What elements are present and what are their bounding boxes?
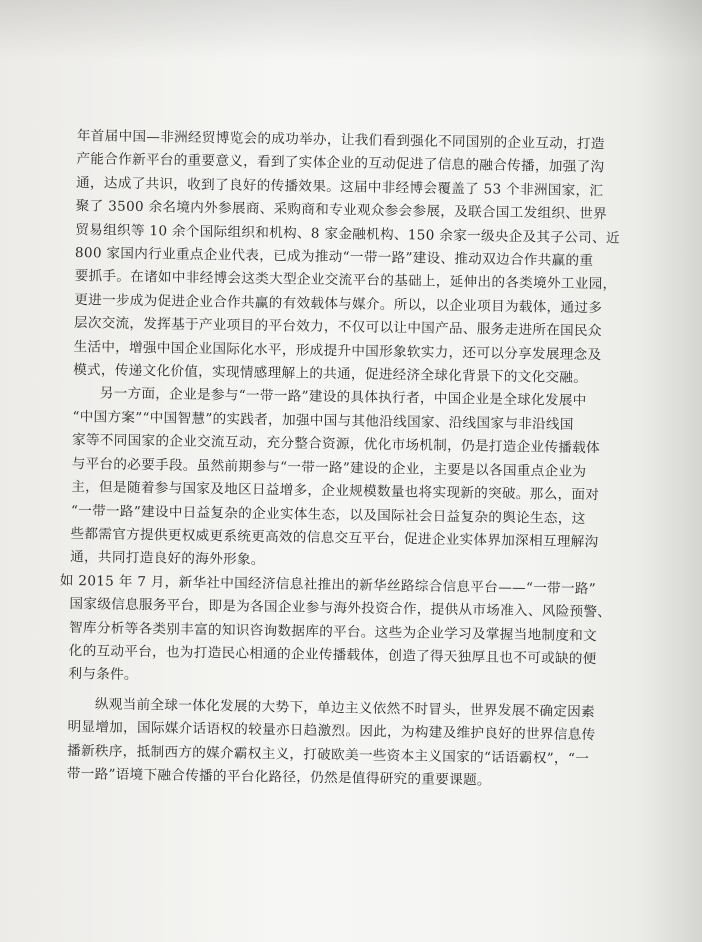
text-line: 利与条件。 <box>68 666 138 684</box>
text-line: 化的互动平台，也为打造民心相通的企业传播载体，创造了得天独厚且也不可或缺的便 <box>68 642 597 668</box>
text-line: 家等不同国家的企业交流互动，充分整合资源，优化市场机制，仍是打造企业传播载体 <box>71 432 601 457</box>
text-line: 纵观当前全球一体化发展的大势下，单边主义依然不时冒头，世界发展不确定因素 <box>94 696 596 720</box>
text-line: 800 家国内行业重点企业代表，已成为推动“一带一路”建设、推动双边合作共赢的重 <box>74 245 594 270</box>
text-line: 通，达成了共识，收到了良好的传播效果。这届中非经博会覆盖了 53 个非洲国家，汇 <box>75 174 604 200</box>
text-line: 智库分析等各类别丰富的知识咨询数据库的平台。这些为企业学习及掌握当地制度和文 <box>68 619 598 644</box>
text-line: 年首届中国—非洲经贸博览会的成功举办，让我们看到强化不同国别的企业互动，打造 <box>76 127 605 153</box>
text-line: 另一方面，企业是参与“一带一路”建设的具体执行者，中国企业是全球化发展中 <box>99 385 587 410</box>
text-line: 聚了 3500 余名境内外参展商、采购商和专业观众参会参展，及联合国工发组织、世界 <box>75 198 608 223</box>
text-line: 贸易组织等 10 余个国际组织和机构、8 家金融机构、150 余家一级央企及其子公司、近 <box>75 221 620 247</box>
text-line: 产能合作新平台的重要意义，看到了实体企业的互动促进了信息的融合传播，加强了沟 <box>76 151 605 176</box>
text-line: 更进一步成为促进企业合作共赢的有效载体与媒介。所以，以企业项目为载体，通过多 <box>74 291 603 317</box>
text-line: 通，共同打造良好的海外形象。 <box>70 549 265 569</box>
text-line: “一带一路”建设中日益复杂的企业实体生态，以及国际社会日益复杂的舆论生态，这 <box>70 502 586 527</box>
body-text <box>59 125 657 795</box>
text-line: 些都需官方提供更权威更系统更高效的信息交互平台，促进企业实体界加深相互理解沟 <box>70 525 599 551</box>
text-line: 国家级信息服务平台，即是为各国企业参与海外投资合作，提供从市场准入、风险预警、 <box>69 596 612 621</box>
text-line: 生活中，增强中国企业国际化水平，形成提升中国形象软实力，还可以分享发展理念及 <box>73 338 602 363</box>
text-line: 播新秩序，抵制西方的媒介霸权主义，打破欧美一些资本主义国家的“话语霸权”，“一 <box>67 742 590 767</box>
text-line: “中国方案”“中国智慧”的实践者，加强中国与其他沿线国家、沿线国家与非沿线国 <box>72 408 574 433</box>
text-line: 主，但是随着参与国家及地区日益增多，企业规模数量也将实现新的突破。那么，面对 <box>71 479 600 504</box>
text-line: 带一路”语境下融合传播的平台化路径，仍然是值得研究的重要课题。 <box>66 765 491 789</box>
text-line: 明显增加，国际媒介话语权的较量亦日趋激烈。因此，为构建及维护良好的世界信息传 <box>67 719 596 744</box>
text-line: 与平台的必要手段。虽然前期参与“一带一路”建设的企业，主要是以各国重点企业为 <box>71 455 587 480</box>
text-line: 模式，传递文化价值，实现情感理解上的共通，促进经济全球化背景下的文化交融。 <box>73 362 588 387</box>
text-line: 要抓手。在诸如中非经博会这类大型企业交流平台的基础上，延伸出的各类境外工业园， <box>74 268 617 293</box>
page-shadow-top <box>0 0 702 60</box>
text-line: 如 2015 年 7 月，新华社中国经济信息社推出的新华丝路综合信息平台——“一带一路” <box>59 572 597 597</box>
text-line: 层次交流，发挥基于产业项目的平台效力，不仅可以让中国产品、服务走进所在国民众 <box>73 315 602 340</box>
